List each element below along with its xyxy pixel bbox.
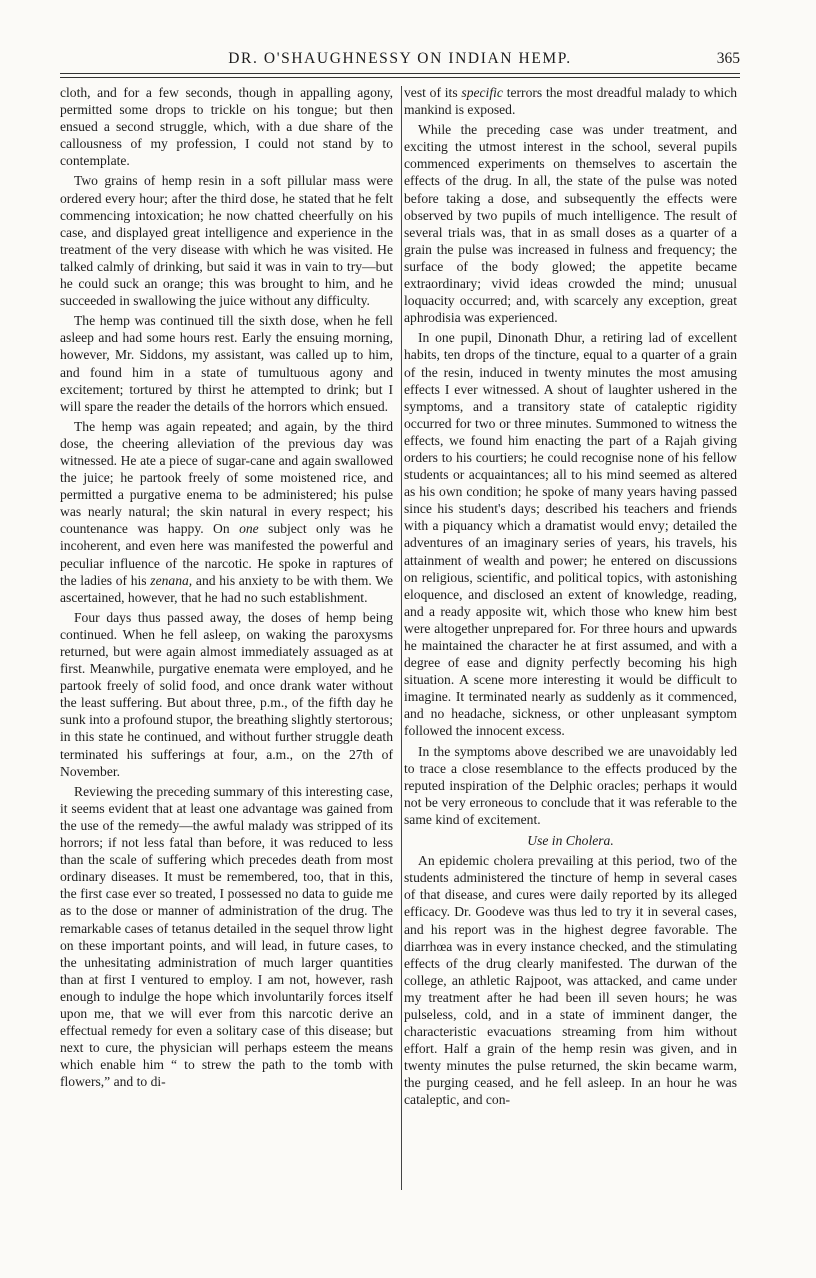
paragraph	[404, 84, 737, 118]
paragraph: Reviewing the preceding summary of this interesting case, it seems evident that at least one advantage was gained from the use of the remedy—the awful malady was stripped of its horrors; if not less fatal than before, it was reduced to less than the scale of suffering which precedes death from most ordinary diseases. It must be remembered, too, that in this, the first case ever so treated, I possessed no data to guide me as to the dose or manner of administration of the drug. The remarkable cases of tetanus detailed in the sequel throw light on these important points, and will lead, in future cases, to the unhesitating administration of much larger quantities than at first I ventured to employ. I am not, however, rash enough to indulge the hope which involuntarily forces itself upon me, that we will ever from this narcotic derive an effectual remedy for even a solitary case of this disease; but next to cure, the physician will perhaps esteem the means which enable him “ to strew the path to the tomb with flowers,” and to di-	[60, 783, 393, 1090]
column-divider	[401, 86, 402, 1190]
page-header	[60, 50, 740, 74]
right-column	[404, 84, 737, 1112]
paragraph: In the symptoms above described we are unavoidably led to trace a close resemblance to the effects produced by the reputed inspiration of the Delphic oracles; perhaps it would not be very erroneous to conclude that it was referable to the same kind of excitement.	[404, 743, 737, 827]
paragraph: cloth, and for a few seconds, though in appalling agony, permitted some drops to trickle on his tongue; but then ensued a second struggle, which, with a due share of the callousness of my profession, I could not stand by to contemplate.	[60, 85, 393, 169]
page-number: 365	[716, 50, 740, 67]
emphasis: zenana,	[150, 572, 193, 588]
header-rule-bottom	[60, 77, 740, 78]
paragraph	[60, 418, 393, 606]
section-heading: Use in Cholera.	[527, 833, 614, 849]
paragraph: Two grains of hemp resin in a soft pillular mass were ordered every hour; after the third dose, he stated that he felt commencing intoxication; he now chatted cheerfully on his case, and displayed great intelligence and experience in the treatment of the very disease with which he was visited. He talked calmly of drinking, but said it was in vain to try—but he could suck an orange; this was brought to him, and he succeeded in swallowing the juice without any difficulty.	[60, 173, 393, 309]
paragraph: The hemp was continued till the sixth dose, when he fell asleep and had some hours rest. Early the ensuing morning, however, Mr. Siddons, my assistant, was called up to him, and found him in a state of tumultuous agony and excitement; tortured by thirst he attempted to drink; but I will spare the reader the details of the horrors which ensued.	[60, 313, 393, 414]
header-rule-top	[60, 73, 740, 74]
text-run: The hemp was again repeated; and again, by the third dose, the cheering alleviation of the previous day was witnessed. He ate a piece of sugar-cane and again swallowed the juice; he partook freely of some moistened rice, and permitted a purgative enema to be administered; his pulse was nearly natural; the skin natural in every respect; his countenance was happy. On	[60, 418, 393, 537]
text-run: vest of its	[404, 85, 462, 100]
emphasis: specific	[461, 85, 503, 100]
left-column	[60, 84, 393, 1093]
text-run: and his anxiety to be with them. We ascertained, however, that he had no such establishment.	[60, 572, 393, 605]
emphasis: one	[239, 521, 259, 537]
paragraph: An epidemic cholera prevailing at this period, two of the students administered the tincture of hemp in several cases of that disease, and cures were daily reported by its alleged efficacy. Dr. Goodeve was thus led to try it in several cases, and his report was in the highest degree favorable. The diarrhœa was in every instance checked, and the stimulating effects of the drug clearly manifested. The durwan of the college, an athletic Rajpoot, was attacked, and came under my treatment after he had been ill seven hours; he was pulseless, cold, and in a state of imminent danger, the characteristic evacuations streaming from him without effort. Half a grain of the hemp resin was given, and in twenty minutes the pulse returned, the skin became warm, the purging ceased, and he fell asleep. In an hour he was cataleptic, and con-	[404, 853, 737, 1108]
paragraph: While the preceding case was under treatment, and exciting the utmost interest in the school, several pupils commenced experiments on themselves to ascertain the effects of the drug. In all, the state of the pulse was noted before taking a dose, and subsequently the effects were observed by two pupils of much intelligence. The result of several trials was, that in as small doses as a quarter of a grain the pulse was increased in fulness and frequency; the surface of the body glowed; the appetite became extraordinary; vivid ideas crowded the mind; unusual loquacity occurred; and, with scarcely any exception, great aphrodisia was experienced.	[404, 122, 737, 326]
text-run: subject only was he incoherent, and even here was manifested the powerful and peculiar influence of the narcotic. He spoke in raptures of the ladies of his	[60, 521, 393, 588]
paragraph: In one pupil, Dinonath Dhur, a retiring lad of excellent habits, ten drops of the tincture, equal to a quarter of a grain of the resin, induced in twenty minutes the most amusing effects I ever witnessed. A shout of laughter ushered in the symptoms, and a transitory state of cataleptic rigidity occurred for two or three minutes. Summoned to witness the effects, we found him enacting the part of a Rajah giving orders to his courtiers; he could recognise none of his fellow students or acquaintances; all to his mind seemed as altered as his own condition; he spoke of many years having passed since his student's days; described his teachers and friends with a piquancy which a dramatist would envy; detailed the adventures of an imaginary series of years, his travels, his attainment of wealth and power; he entered on discussions on religious, scientific, and political topics, with astonishing eloquence, and disclosed an extent of knowledge, reading, and a ready apposite wit, which those who knew him best were altogether unprepared for. For three hours and upwards he maintained the character he at first assumed, and with a degree of ease and dignity perfectly becoming his high situation. A scene more interesting it would be difficult to imagine. It terminated nearly as suddenly as it commenced, and no headache, sickness, or other unpleasant symptom followed the innocent excess.	[404, 330, 737, 739]
running-title: DR. O'SHAUGHNESSY ON INDIAN HEMP.	[228, 50, 572, 67]
paragraph: Four days thus passed away, the doses of hemp being continued. When he fell asleep, on waking the paroxysms returned, but were again almost immediately assuaged as at first. Meanwhile, purgative enemata were employed, and he partook freely of solid food, and once drank water without the least suffering. But about three, p.m., of the fifth day he sunk into a profound stupor, the breathing slightly stertorous; in this state he continued, and without further struggle death terminated his sufferings at four, a.m., on the 27th of November.	[60, 609, 393, 779]
text-run: terrors the most dreadful malady to which mankind is exposed.	[404, 85, 738, 118]
